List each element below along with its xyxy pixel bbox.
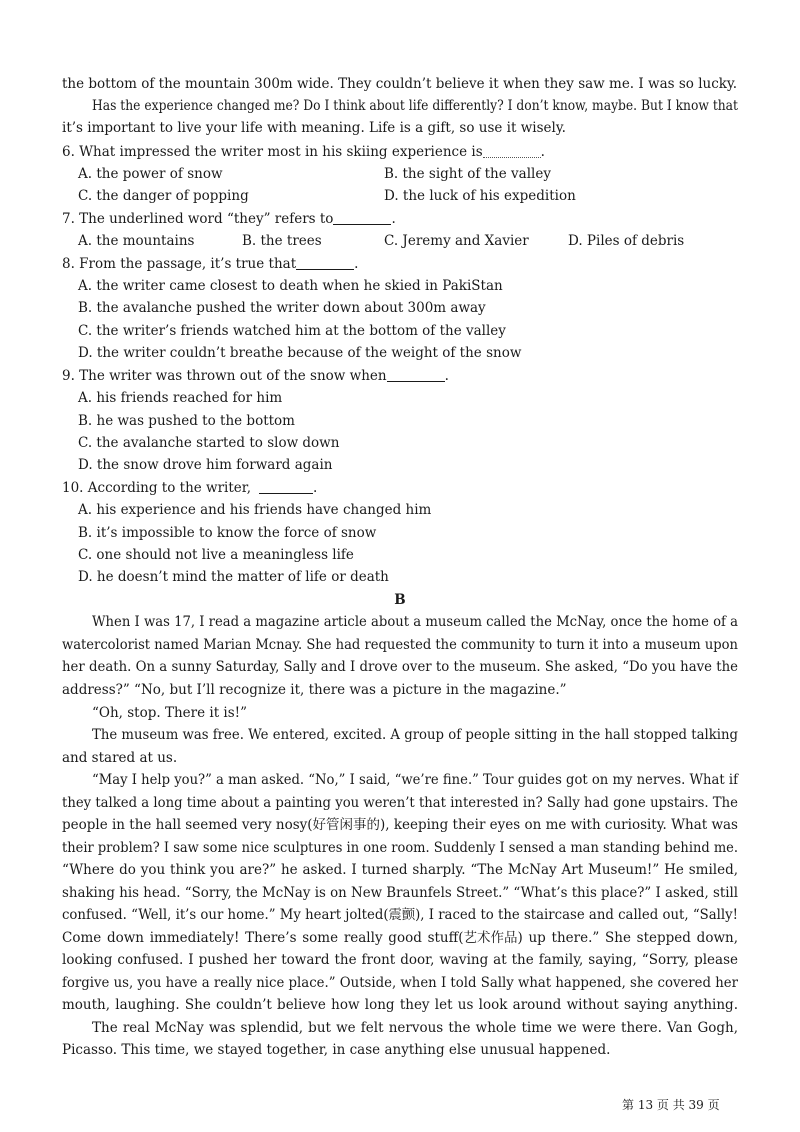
option-b: B. the avalanche pushed the writer down about 300m away	[78, 300, 486, 316]
passage-line: Has the experience changed me? Do I think about life differently? I don’t know, maybe. But I know that	[92, 98, 738, 114]
option-d: D. the snow drove him forward again	[78, 457, 333, 473]
passage-b-line: and stared at us.	[62, 750, 178, 766]
option-d: D. he doesn’t mind the matter of life or death	[78, 569, 389, 585]
option-a: A. the mountains	[78, 233, 195, 249]
passage-b-line: “Oh, stop. There it is!”	[92, 705, 247, 721]
section-b-heading: B	[394, 592, 406, 608]
option-d: D. Piles of debris	[568, 233, 685, 249]
question-text: 6. What impressed the writer most in his skiing experience is	[62, 144, 483, 160]
option-a: A. the power of snow	[78, 166, 223, 182]
passage-b-line: confused. “Well, it’s our home.” My heart jolted(震颤), I raced to the staircase and called out, “Sally!	[62, 907, 738, 923]
passage-b-line: they talked a long time about a painting you weren’t that interested in? Sally had gone upstairs. The	[62, 795, 738, 811]
passage-b-line: “Where do you think you are?” he asked. I turned sharply. “The McNay Art Museum!” He smiled,	[62, 862, 738, 878]
answer-blank	[483, 143, 541, 158]
passage-b-line: their problem? I saw some nice sculptures in one room. Suddenly I sensed a man standing behind me.	[62, 840, 739, 856]
passage-b-line: The museum was free. We entered, excited. A group of people sitting in the hall stopped talking	[92, 727, 739, 743]
option-c: C. the writer’s friends watched him at the bottom of the valley	[78, 323, 506, 339]
passage-b-line: watercolorist named Marian Mcnay. She had requested the community to turn it into a museum upon	[62, 637, 738, 653]
passage-b-line: Picasso. This time, we stayed together, in case anything else unusual happened.	[62, 1042, 611, 1058]
option-b: B. the sight of the valley	[384, 166, 551, 182]
question-7-stem	[0, 209, 800, 229]
passage-b-line: shaking his head. “Sorry, the McNay is on New Braunfels Street.” “What’s this place?” I asked, still	[62, 885, 739, 901]
passage-b-line: looking confused. I pushed her toward the front door, waving at the family, saying, “Sorry, please	[62, 952, 738, 968]
passage-b-line: address?” “No, but I’ll recognize it, there was a picture in the magazine.”	[62, 682, 567, 698]
question-8-stem	[0, 254, 800, 274]
option-b: B. it’s impossible to know the force of snow	[78, 525, 377, 541]
answer-blank	[333, 210, 391, 225]
passage-b-line: The real McNay was splendid, but we felt nervous the whole time we were there. Van Gogh,	[92, 1020, 738, 1036]
passage-line: the bottom of the mountain 300m wide. They couldn’t believe it when they saw me. I was so lucky.	[62, 76, 738, 92]
option-a: A. the writer came closest to death when he skied in PakiStan	[78, 278, 503, 294]
passage-b-line: people in the hall seemed very nosy(好管闲事的), keeping their eyes on me with curiosity. What was	[62, 817, 738, 833]
option-b: B. the trees	[242, 233, 322, 249]
question-text: 9. The writer was thrown out of the snow when	[62, 368, 387, 384]
passage-b-line: mouth, laughing. She couldn’t believe how long they let us look around without saying anything.	[62, 997, 738, 1013]
option-b: B. he was pushed to the bottom	[78, 413, 295, 429]
passage-b-line: forgive us, you have a really nice place.” Outside, when I told Sally what happened, she covered her	[62, 975, 739, 991]
question-text: 7. The underlined word “they” refers to	[62, 211, 334, 227]
question-10-stem	[0, 478, 800, 498]
answer-blank	[387, 367, 445, 382]
option-c: C. Jeremy and Xavier	[384, 233, 529, 249]
answer-blank	[259, 479, 313, 494]
question-end: .	[391, 211, 396, 227]
option-c: C. the danger of popping	[78, 188, 249, 204]
question-text: 8. From the passage, it’s true that	[62, 256, 297, 272]
passage-b-line: Come down immediately! There’s some really good stuff(艺术作品) up there.” She stepped down,	[62, 930, 738, 946]
question-end: .	[444, 368, 449, 384]
passage-b-line: her death. On a sunny Saturday, Sally and I drove over to the museum. She asked, “Do you have the	[62, 659, 739, 675]
passage-b-line: “May I help you?” a man asked. “No,” I said, “we’re fine.” Tour guides got on my nerves. What if	[92, 772, 738, 788]
option-c: C. one should not live a meaningless life	[78, 547, 354, 563]
question-end: .	[354, 256, 359, 272]
passage-b-line: When I was 17, I read a magazine article about a museum called the McNay, once the home of a	[92, 614, 738, 630]
question-end: .	[540, 144, 545, 160]
question-6-stem	[0, 142, 800, 162]
option-d: D. the writer couldn’t breathe because of the weight of the snow	[78, 345, 522, 361]
option-a: A. his friends reached for him	[78, 390, 283, 406]
question-9-stem	[0, 366, 800, 386]
passage-line: it’s important to live your life with meaning. Life is a gift, so use it wisely.	[62, 120, 566, 136]
page-number: 第 13 页 共 39 页	[622, 1098, 720, 1112]
option-a: A. his experience and his friends have changed him	[78, 502, 432, 518]
answer-blank	[296, 255, 354, 270]
question-end: .	[313, 480, 318, 496]
option-c: C. the avalanche started to slow down	[78, 435, 340, 451]
question-text: 10. According to the writer,	[62, 480, 252, 496]
option-d: D. the luck of his expedition	[384, 188, 576, 204]
